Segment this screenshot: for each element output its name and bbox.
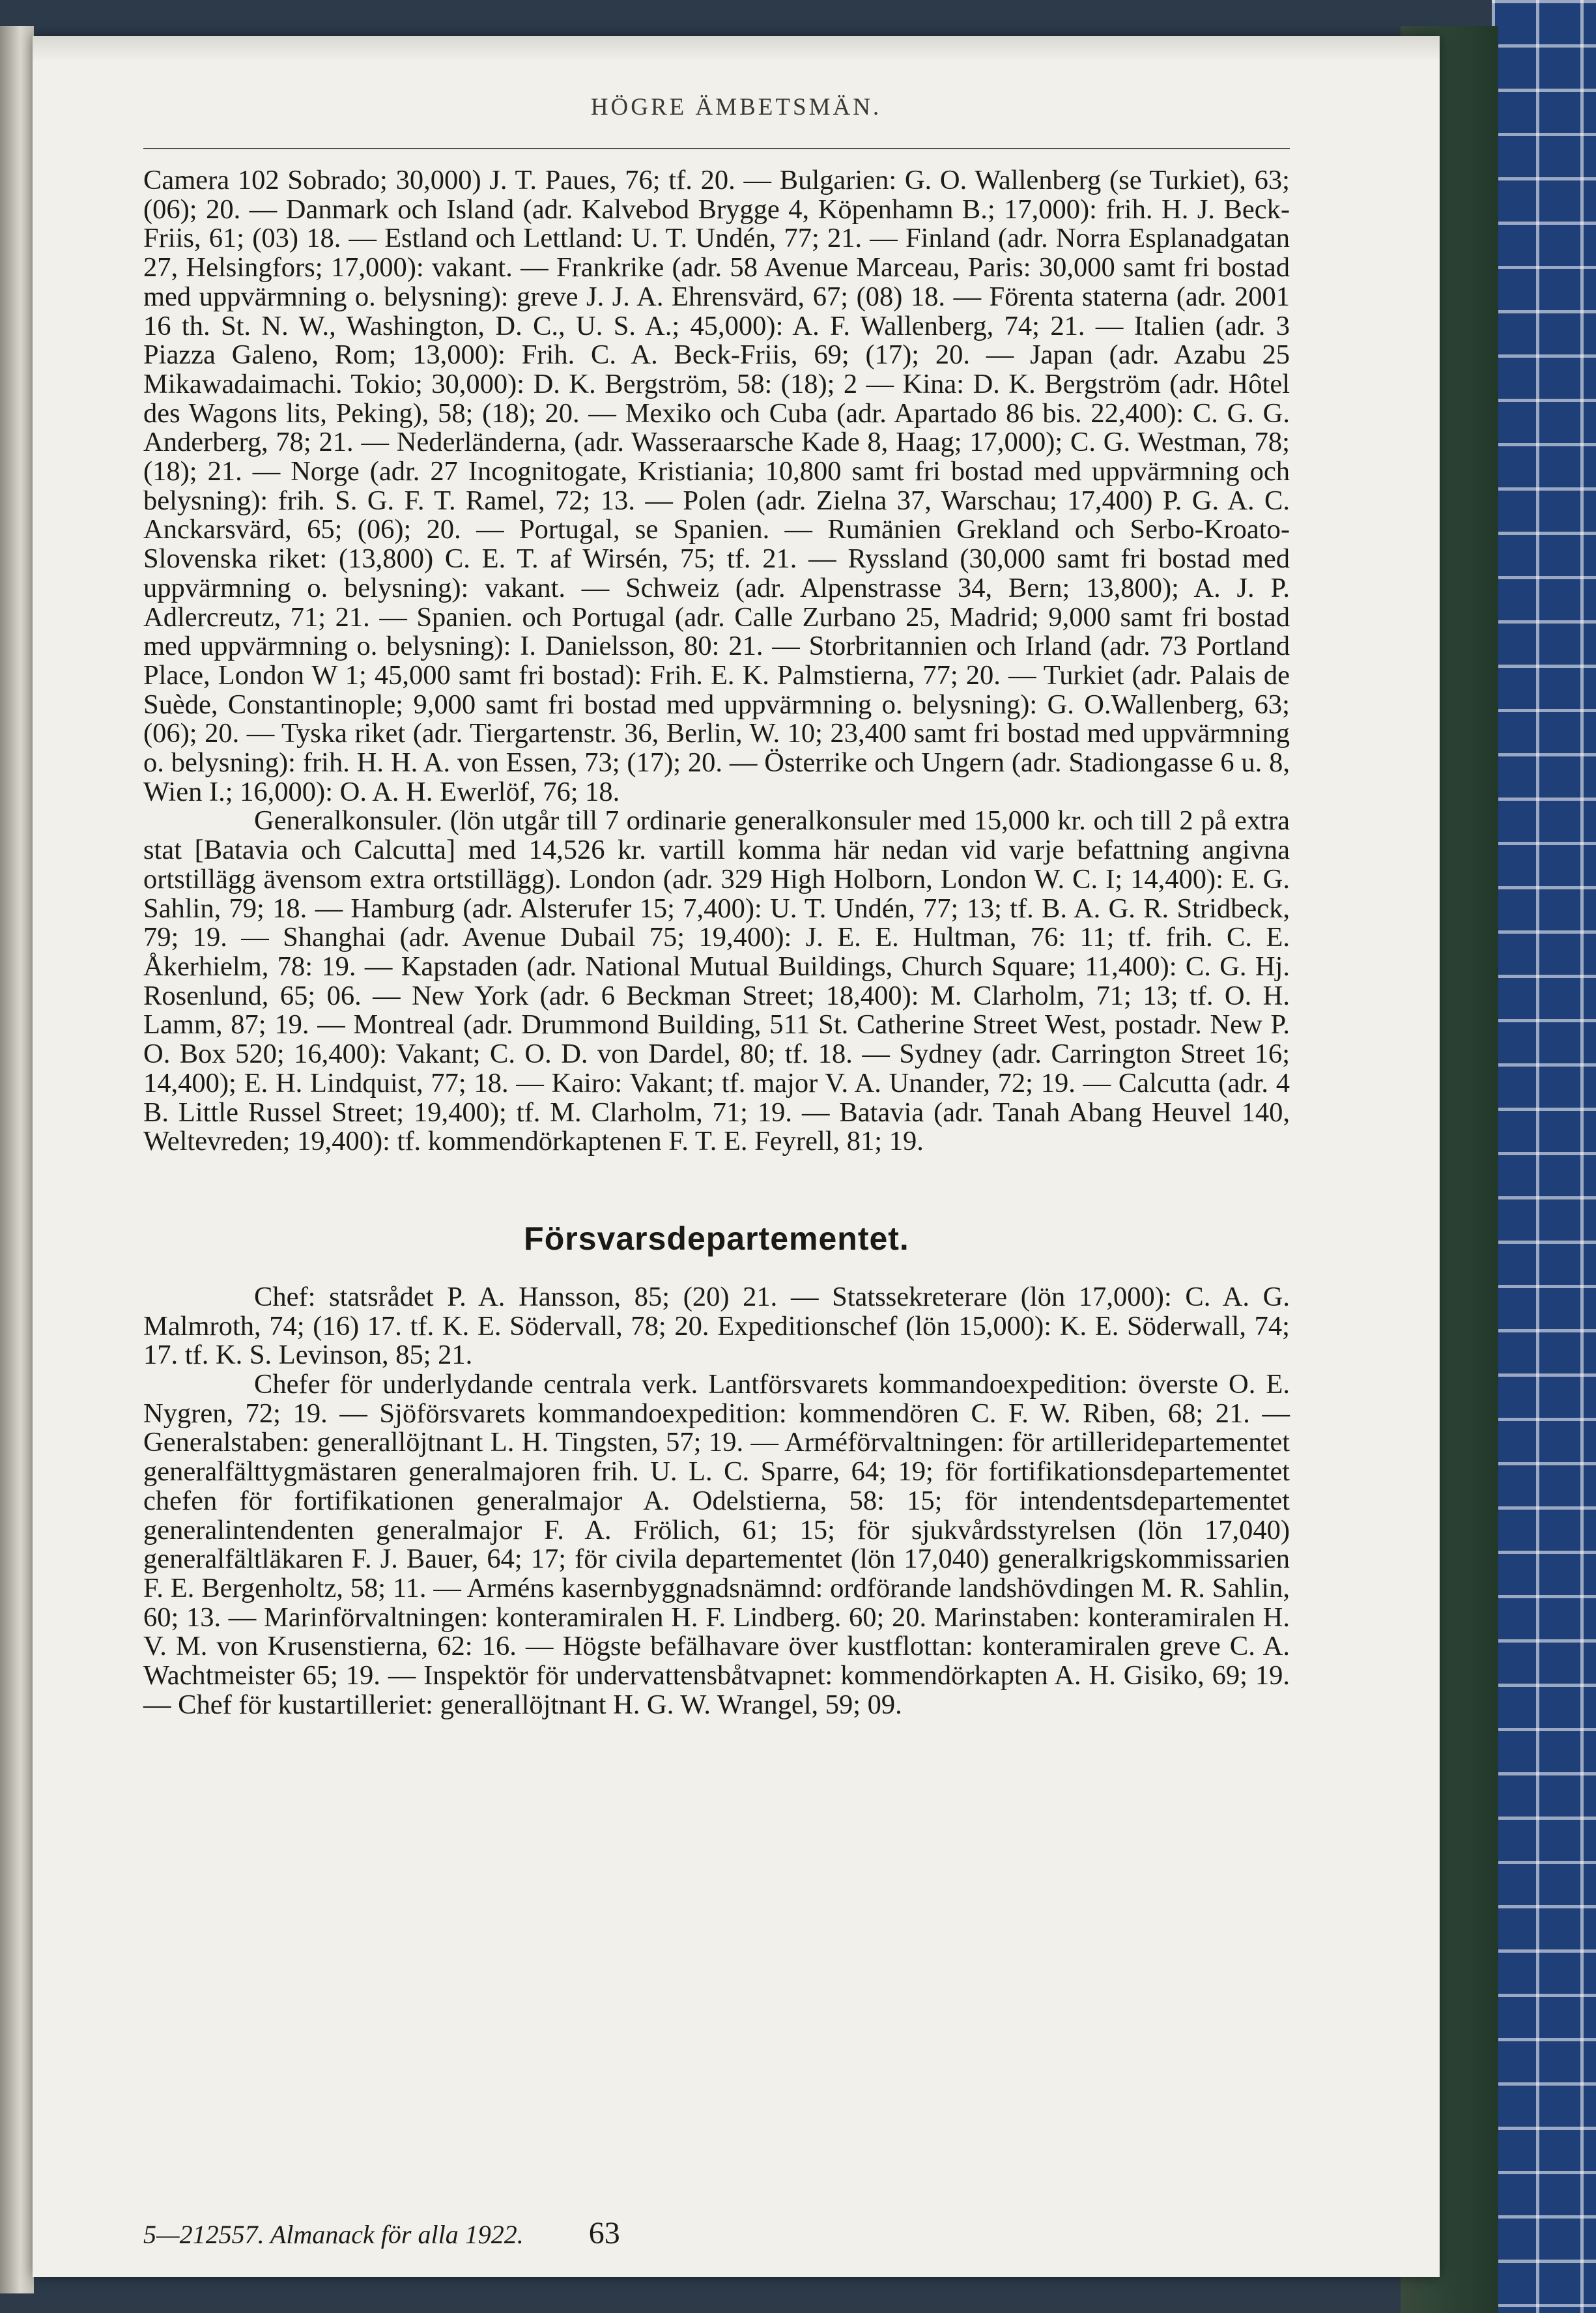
book-page xyxy=(33,36,1440,2277)
left-page-edge xyxy=(0,26,34,2293)
paragraph-general-consuls: Generalkonsuler. (lön utgår till 7 ordinarie generalkonsuler med 15,000 kr. och till 2 på extra stat [Batavia och Calcutta] med 14,526 kr. vartill komma här nedan vid varje befattning angivna ortstillägg ävensom extra ortstillägg). London (adr. 329 High Holborn, London W. C. I; 14,400): E. G. Sahlin, 79; 18. — Hamburg (adr. Alsterufer 15; 7,400): U. T. Undén, 77; 13; tf. B. A. G. R. Stridbeck, 79; 19. — Shanghai (adr. Avenue Dubail 75; 19,400): J. E. E. Hultman, 76: 11; tf. frih. C. E. Åkerhielm, 78: 19. — Kapstaden (adr. National Mutual Buildings, Church Square; 11,400): C. G. Hj. Rosenlund, 65; 06. — New York (adr. 6 Beckman Street; 18,400): M. Clarholm, 71; 13; tf. O. H. Lamm, 87; 19. — Montreal (adr. Drummond Building, 511 St. Catherine Street West, postadr. New P. O. Box 520; 16,400): Vakant; C. O. D. von Dardel, 80; tf. 18. — Sydney (adr. Carrington Street 16; 14,400); E. H. Lindquist, 77; 18. — Kairo: Vakant; tf. major V. A. Unander, 72; 19. — Calcutta (adr. 4 B. Little Russel Street; 19,400); tf. M. Clarholm, 71; 19. — Batavia (adr. Tanah Abang Heuvel 140, Weltevreden; 19,400): tf. kommendörkaptenen F. T. E. Feyrell, 81; 19. xyxy=(143,805,1290,1157)
section-title: Försvarsdepartementet. xyxy=(524,1220,909,1257)
running-head: HÖGRE ÄMBETSMÄN. xyxy=(590,94,882,121)
body-text xyxy=(143,166,1290,1719)
footer-signature: 5—212557. Almanack för alla 1922. xyxy=(143,2220,524,2249)
paragraph-central-agencies: Chefer för underlydande centrala verk. Lantförsvarets kommandoexpedition: överste O. E. Nygren, 72; 19. — Sjöförsvarets kommandoexpedition: kommendören C. F. W. Riben, 68; 21. — Generalstaben: generallöjtnant L. H. Tingsten, 57; 19. — Arméförvaltningen: för artilleridepartementet generalfälttygmästaren generalmajoren frih. U. L. C. Sparre, 64; 19; för fortifikationsdepartementet chefen för fortifikationen generalmajor A. Odelstierna, 58: 15; för intendentsdepartementet generalintendenten generalmajor F. A. Frölich, 61; 15; för sjukvårdsstyrelsen (lön 17,040) generalfältläkaren F. J. Bauer, 64; 17; för civila departementet (lön 17,040) generalkrigskommissarien F. E. Bergenholtz, 58; 11. — Arméns kasernbyggnadsnämnd: ordförande landshövdingen M. R. Sahlin, 60; 13. — Marinförvaltningen: konteramiralen H. F. Lindberg. 60; 20. Marinstaben: konteramiralen H. V. M. von Krusenstierna, 62: 16. — Högste befälhavare över kustflottan: konteramiralen greve C. A. Wachtmeister 65; 19. — Inspektör för undervattensbåtvapnet: kommendörkapten A. H. Gisiko, 69; 19. — Chef för kustartilleriet: generallöjtnant H. G. W. Wrangel, 59; 09. xyxy=(143,1369,1290,1720)
paragraph-chef: Chef: statsrådet P. A. Hansson, 85; (20) 21. — Statssekreterare (lön 17,000): C. A. G. Malmroth, 74; (16) 17. tf. K. E. Södervall, 78; 20. Expeditionschef (lön 15,000): K. E. Söderwall, 74; 17. tf. K. S. Levinson, 85; 21. xyxy=(143,1281,1290,1371)
page-shadow xyxy=(33,36,1440,62)
page-footer xyxy=(143,2215,1290,2251)
paragraph-envoys: Camera 102 Sobrado; 30,000) J. T. Paues, 76; tf. 20. — Bulgarien: G. O. Wallenberg (se Turkiet), 63; (06); 20. — Danmark och Island (adr. Kalvebod Brygge 4, Köpenhamn B.; 17,000): frih. H. J. Beck-Friis, 61; (03) 18. — Estland och Lettland: U. T. Undén, 77; 21. — Finland (adr. Norra Esplanadgatan 27, Helsingfors; 17,000): vakant. — Frankrike (adr. 58 Avenue Marceau, Paris: 30,000 samt fri bostad med uppvärmning o. belysning): greve J. J. A. Ehrensvärd, 67; (08) 18. — Förenta staterna (adr. 2001 16 th. St. N. W., Washington, D. C., U. S. A.; 45,000): A. F. Wallenberg, 74; 21. — Italien (adr. 3 Piazza Galeno, Rom; 13,000): Frih. C. A. Beck-Friis, 69; (17); 20. — Japan (adr. Azabu 25 Mikawadaimachi. Tokio; 30,000): D. K. Bergström, 58: (18); 2 — Kina: D. K. Bergström (adr. Hôtel des Wagons lits, Peking), 58; (18); 20. — Mexiko och Cuba (adr. Apartado 86 bis. 22,400): C. G. G. Anderberg, 78; 21. — Nederländerna, (adr. Wasseraarsche Kade 8, Haag; 17,000); C. G. Westman, 78; (18); 21. — Norge (adr. 27 Incognitogate, Kristiania; 10,800 samt fri bostad med uppvärmning och belysning): frih. S. G. F. T. Ramel, 72; 13. — Polen (adr. Zielna 37, Warschau; 17,400) P. G. A. C. Anckarsvärd, 65; (06); 20. — Portugal, se Spanien. — Rumänien Grekland och Serbo-Kroato-Slovenska riket: (13,800) C. E. T. af Wirsén, 75; tf. 21. — Ryssland (30,000 samt fri bostad med uppvärmning o. belysning): vakant. — Schweiz (adr. Alpenstrasse 34, Bern; 13,800); A. J. P. Adlercreutz, 71; 21. — Spanien. och Portugal (adr. Calle Zurbano 25, Madrid; 9,000 samt fri bostad med uppvärmning o. belysning): I. Danielsson, 80: 21. — Storbritannien och Irland (adr. 73 Portland Place, London W 1; 45,000 samt fri bostad): Frih. E. K. Palmstierna, 77; 20. — Turkiet (adr. Palais de Suède, Constantinople; 9,000 samt fri bostad med uppvärmning o. belysning): G. O.Wallenberg, 63; (06); 20. — Tyska riket (adr. Tiergartenstr. 36, Berlin, W. 10; 23,400 samt fri bostad med uppvärmning o. belysning): frih. H. H. A. von Essen, 73; (17); 20. — Österrike och Ungern (adr. Stadiongasse 6 u. 8, Wien I.; 16,000): O. A. H. Ewerlöf, 76; 18. xyxy=(143,165,1290,807)
page-number: 63 xyxy=(588,2216,620,2250)
cutting-mat-background xyxy=(1492,0,1596,2313)
head-rule xyxy=(143,148,1290,149)
